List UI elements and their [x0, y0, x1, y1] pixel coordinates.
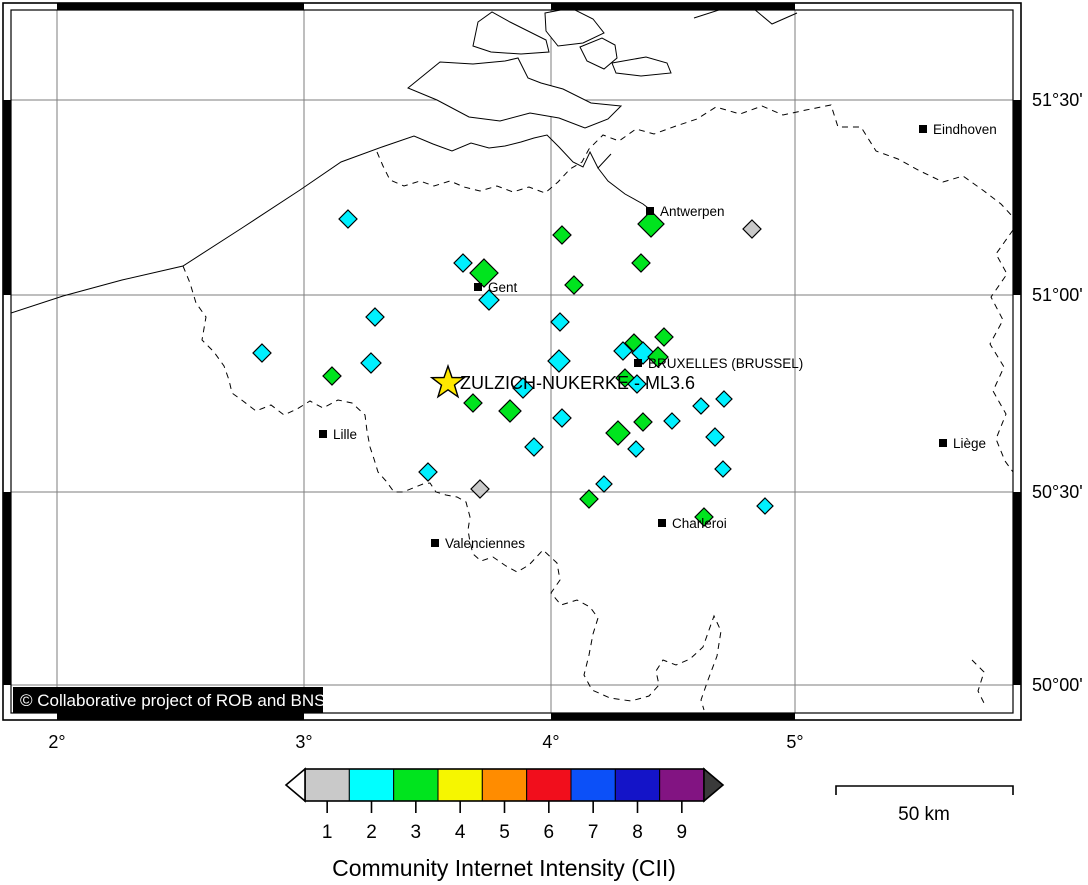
observation-diamond-cii3: [553, 226, 571, 244]
city-label: Lille: [333, 426, 358, 442]
observation-diamond-cii2: [419, 463, 437, 481]
frame-segment-left: [3, 492, 11, 685]
lon-axis-label: 5°: [786, 732, 804, 752]
coastline: [11, 135, 611, 313]
observation-diamond-cii2: [664, 413, 680, 429]
city-marker: [634, 359, 642, 367]
colorbar-tick-label: 6: [543, 822, 555, 843]
island-coastline: [473, 12, 549, 54]
colorbar-tick-label: 8: [632, 822, 643, 843]
city-label: Valenciennes: [445, 535, 526, 551]
lon-axis-label: 3°: [295, 732, 313, 752]
city-label: Gent: [488, 279, 518, 295]
city-marker: [474, 283, 482, 291]
colorbar-segment-9: [660, 769, 704, 801]
frame-segment-left: [3, 100, 11, 295]
colorbar-tick-label: 5: [499, 822, 510, 843]
observation-diamond-cii3: [580, 490, 598, 508]
colorbar-segment-5: [482, 769, 526, 801]
scalebar: [836, 786, 1013, 795]
frame-segment-top: [57, 3, 304, 10]
copyright-text: © Collaborative project of ROB and BNS: [20, 691, 326, 710]
colorbar-tick-label: 7: [587, 822, 599, 843]
observation-diamond-cii2: [253, 344, 271, 362]
frame-segment-top: [551, 3, 795, 10]
country-border: [377, 105, 1013, 217]
colorbar-segment-7: [571, 769, 615, 801]
city-label: BRUXELLES (BRUSSEL): [648, 355, 804, 371]
frame-segment-right: [1013, 100, 1021, 295]
observation-diamond-cii2: [716, 391, 732, 407]
observation-diamond-cii3: [655, 328, 673, 346]
observation-diamond-cii2: [628, 441, 644, 457]
observation-diamond-cii2: [361, 353, 381, 373]
colorbar-tick-label: 9: [676, 822, 688, 843]
colorbar-segment-6: [527, 769, 571, 801]
frame-segment-right: [1013, 492, 1021, 685]
epicenter-label: ZULZICH-NUKERKE - ML3.6: [460, 373, 696, 393]
observation-diamond-cii2: [525, 438, 543, 456]
city-marker: [319, 430, 327, 438]
colorbar-segment-3: [394, 769, 438, 801]
colorbar-segment-8: [615, 769, 659, 801]
island-coastline: [580, 38, 617, 69]
observation-diamond-cii3: [632, 254, 650, 272]
country-border: [990, 230, 1013, 472]
colorbar-left-arrow: [286, 769, 305, 801]
observation-diamond-cii3: [634, 413, 652, 431]
lat-axis-label: 50°00': [1032, 675, 1083, 695]
lon-axis-label: 4°: [542, 732, 560, 752]
city-label: Antwerpen: [660, 203, 725, 219]
observation-diamond-cii2: [339, 210, 357, 228]
colorbar-segment-1: [305, 769, 349, 801]
city-marker: [658, 519, 666, 527]
observation-diamond-cii2: [757, 498, 773, 514]
observation-diamond-cii3: [499, 400, 521, 422]
colorbar-segment-4: [438, 769, 482, 801]
scalebar-bracket: [836, 786, 1013, 795]
observation-diamond-cii3: [323, 367, 341, 385]
lat-axis-label: 50°30': [1032, 482, 1083, 502]
city-label: Charleroi: [672, 515, 727, 531]
city-label: Eindhoven: [933, 121, 997, 137]
lat-axis-label: 51°00': [1032, 285, 1083, 305]
country-border: [183, 266, 721, 710]
coastline: [598, 168, 652, 211]
city-marker: [939, 439, 947, 447]
observation-diamond-cii2: [454, 254, 472, 272]
colorbar-tick-label: 2: [366, 822, 377, 843]
observation-diamond-cii2: [715, 461, 731, 477]
colorbar-right-arrow: [704, 769, 723, 801]
observation-diamond-cii3: [565, 276, 583, 294]
observation-diamond-cii2: [596, 476, 612, 492]
country-border: [972, 660, 986, 707]
observation-diamond-cii2: [693, 398, 709, 414]
observation-diamond-cii2: [366, 308, 384, 326]
geography: [11, 1, 1013, 710]
frame-segment-bottom: [57, 713, 304, 720]
observation-diamond-cii3: [464, 394, 482, 412]
observation-diamond-cii1: [743, 220, 761, 238]
island-coastline: [612, 57, 671, 76]
city-marker: [431, 539, 439, 547]
lat-axis-label: 51°30': [1032, 90, 1083, 110]
city-marker: [919, 125, 927, 133]
cii-colorbar: [286, 769, 723, 843]
colorbar-tick-label: 4: [454, 822, 466, 843]
scalebar-label: 50 km: [898, 804, 950, 825]
colorbar-segment-2: [349, 769, 393, 801]
copyright-bar: [13, 687, 325, 713]
colorbar-title: Community Internet Intensity (CII): [332, 855, 676, 881]
colorbar-tick-label: 3: [410, 822, 422, 843]
observation-diamond-cii2: [553, 409, 571, 427]
observation-diamond-cii2: [706, 428, 724, 446]
observation-diamond-cii1: [471, 480, 489, 498]
observation-diamond-cii2: [551, 313, 569, 331]
island-coastline: [408, 58, 621, 128]
city-label: Liège: [953, 435, 987, 451]
colorbar-tick-label: 1: [321, 822, 333, 843]
lon-axis-label: 2°: [48, 732, 66, 752]
frame-segment-bottom: [551, 713, 795, 720]
observation-diamond-cii3: [606, 421, 630, 445]
city-marker: [646, 207, 654, 215]
